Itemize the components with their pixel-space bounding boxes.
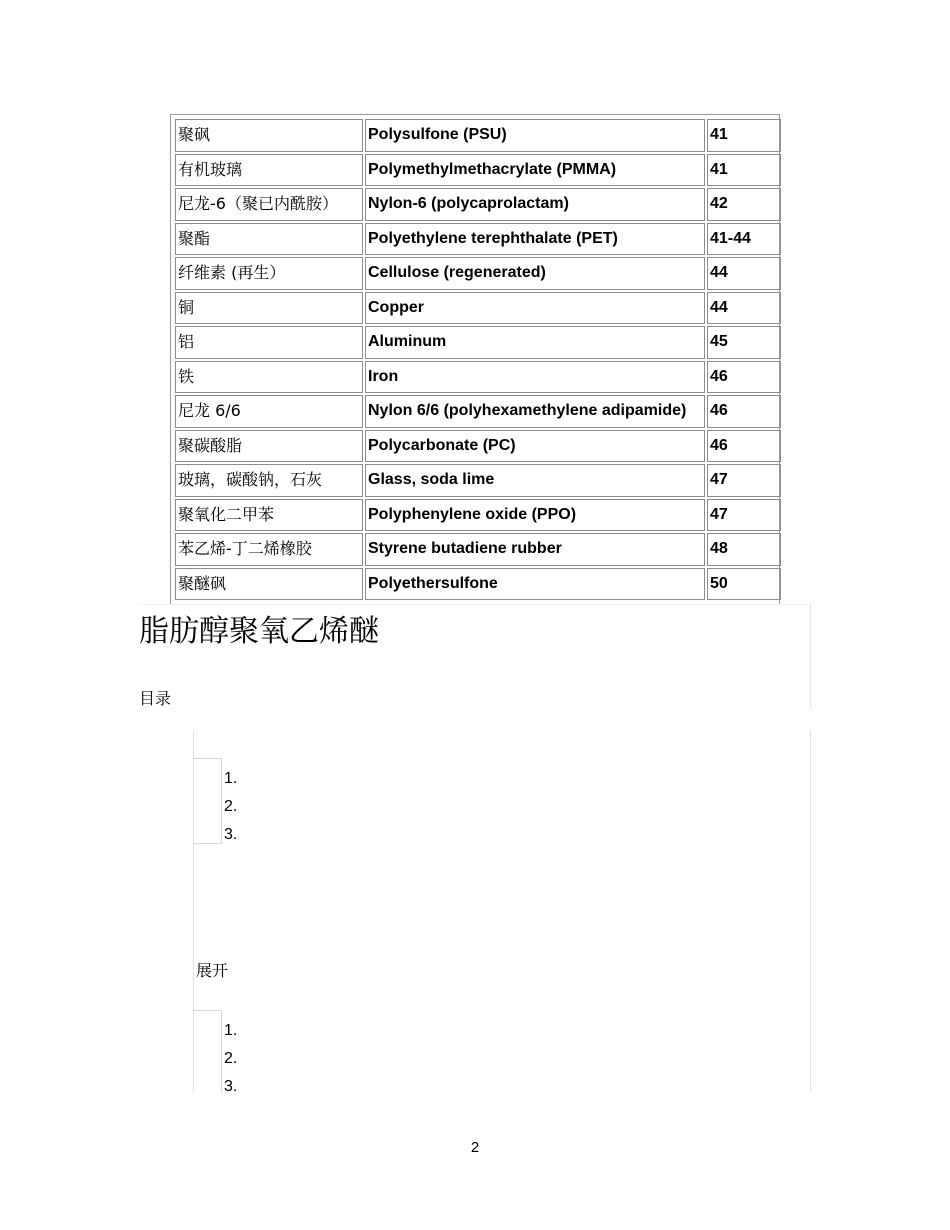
toc-bracket [193,1010,222,1093]
material-chinese-cell: 聚醚砜 [175,568,363,601]
material-chinese-cell: 聚碳酸脂 [175,430,363,463]
value-cell: 46 [707,430,781,463]
material-chinese-cell: 聚砜 [175,119,363,152]
table-row [175,223,781,256]
materials-table [173,117,783,602]
material-chinese-cell: 玻璃，碳酸钠，石灰 [175,464,363,497]
table-row [175,119,781,152]
material-english-cell: Nylon-6 (polycaprolactam) [365,188,705,221]
value-cell: 44 [707,257,781,290]
value-cell: 42 [707,188,781,221]
table-row [175,464,781,497]
value-cell: 46 [707,395,781,428]
table-row [175,395,781,428]
value-cell: 41-44 [707,223,781,256]
materials-table-frame [170,114,780,605]
material-english-cell: Polyphenylene oxide (PPO) [365,499,705,532]
toc-item-number[interactable]: 3. [224,1078,238,1095]
material-english-cell: Polyethersulfone [365,568,705,601]
toc-item-number[interactable]: 2. [224,798,238,815]
value-cell: 47 [707,499,781,532]
material-english-cell: Cellulose (regenerated) [365,257,705,290]
toc-bracket [193,758,222,844]
material-english-cell: Aluminum [365,326,705,359]
value-cell: 44 [707,292,781,325]
material-chinese-cell: 铝 [175,326,363,359]
table-row [175,430,781,463]
material-chinese-cell: 有机玻璃 [175,154,363,187]
table-row [175,361,781,394]
material-english-cell: Polysulfone (PSU) [365,119,705,152]
table-row [175,326,781,359]
material-chinese-cell: 尼龙-6（聚已内酰胺） [175,188,363,221]
article-title: 脂肪醇聚氧乙烯醚 [139,614,379,649]
table-row [175,292,781,325]
material-chinese-cell: 铜 [175,292,363,325]
value-cell: 50 [707,568,781,601]
material-english-cell: Nylon 6/6 (polyhexamethylene adipamide) [365,395,705,428]
table-row [175,533,781,566]
material-chinese-cell: 苯乙烯-丁二烯橡胶 [175,533,363,566]
toc-item-number[interactable]: 2. [224,1050,238,1067]
toc-item-number[interactable]: 3. [224,826,238,843]
value-cell: 41 [707,154,781,187]
value-cell: 47 [707,464,781,497]
value-cell: 48 [707,533,781,566]
material-chinese-cell: 铁 [175,361,363,394]
toc-label: 目录 [139,689,172,708]
expand-link[interactable]: 展开 [196,961,229,980]
table-row [175,257,781,290]
material-chinese-cell: 纤维素 (再生） [175,257,363,290]
toc-item-number[interactable]: 1. [224,770,238,787]
value-cell: 46 [707,361,781,394]
material-english-cell: Glass, soda lime [365,464,705,497]
table-row [175,188,781,221]
value-cell: 45 [707,326,781,359]
page-number: 2 [470,1139,480,1156]
toc-container [193,730,811,1092]
material-english-cell: Polymethylmethacrylate (PMMA) [365,154,705,187]
table-row [175,568,781,601]
material-english-cell: Copper [365,292,705,325]
material-chinese-cell: 聚氧化二甲苯 [175,499,363,532]
material-english-cell: Iron [365,361,705,394]
toc-item-number[interactable]: 1. [224,1022,238,1039]
material-english-cell: Polycarbonate (PC) [365,430,705,463]
table-row [175,499,781,532]
table-row [175,154,781,187]
material-chinese-cell: 聚酯 [175,223,363,256]
material-english-cell: Polyethylene terephthalate (PET) [365,223,705,256]
value-cell: 41 [707,119,781,152]
material-chinese-cell: 尼龙 6/6 [175,395,363,428]
material-english-cell: Styrene butadiene rubber [365,533,705,566]
